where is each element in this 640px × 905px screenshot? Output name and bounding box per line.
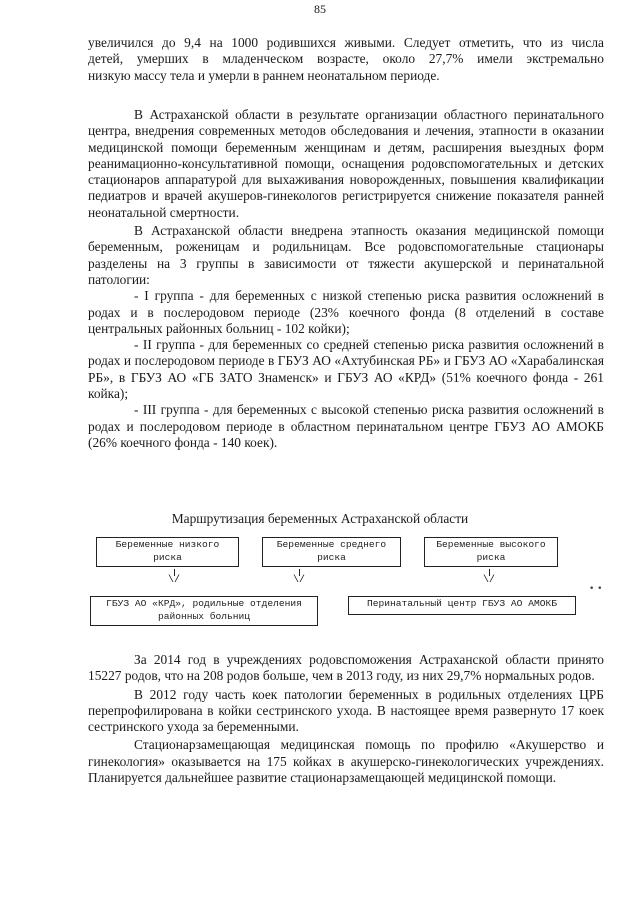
high-risk-line-1: Беременные высокого [436,539,546,550]
paragraph-staging: В Астраханской области внедрена этапность оказания медицинской помощи беременным, роженицам и родильницам. Все родовспомогательные стационары разделены на 3 группы в зависимости от тяжести акушерской и перинатальной патологии: [88,223,604,287]
body-lower [88,652,604,786]
paragraph-group-2: - II группа - для беременных со средней степенью риска развития осложнений в родах и послеродовом периоде в ГБУЗ АО «Ахтубинская РБ» и ГБУЗ АО «Харабалинская РБ», в ГБУЗ АО «ГБ ЗАТО Знаменск» и ГБУЗ АО «КРД» (51% коечного фонда - 261 койка); [88,337,604,402]
diagram-title: Маршрутизация беременных Астраханской области [171,511,469,526]
intro-line-3: низкую массу тела и умерли в раннем неонатальном периоде. [88,67,440,83]
dest-crd-box [90,596,318,626]
mid-risk-line-2: риска [317,551,346,563]
paragraph-births-2014: За 2014 год в учреждениях родовспоможения Астраханской области принято 15227 родов, что на 208 родов больше, чем в 2013 году, из них 29,7% нормальных родов. [88,652,604,684]
paragraph-nursing-beds: В 2012 году часть коек патологии беременных в родильных отделениях ЦРБ перепрофилирована в койки сестринского ухода. В настоящее время развернуто 17 коек сестринского ухода за беременными. [88,686,604,735]
intro-line-1: увеличился до 9,4 на 1000 родившихся живыми. Следует отметить, что из числа [88,35,604,50]
paragraph-group-1: - I группа - для беременных с низкой степенью риска развития осложнений в родах и в послеродовом периоде (23% коечного фонда (8 отделений в составе центральных районных больниц - 102 койки); [88,288,604,336]
arrow-down-low: \/ [168,575,181,586]
arrow-down-mid: \/ [293,575,306,586]
mid-risk-line-1: Беременные среднего [276,539,387,550]
high-risk-box [424,537,558,567]
mid-risk-box [262,537,401,567]
dest-crd-line-2: районных больниц [157,610,251,622]
dest-crd-line-1: ГБУЗ АО «КРД», родильные отделения [106,598,302,609]
intro-text [88,35,604,84]
intro-line-2: детей, умерших в младенческом возрасте, около 27,7% имели экстремально [88,51,604,67]
high-risk-line-2: риска [476,551,506,563]
low-risk-line-1: Беременные низкого [115,539,220,550]
arrow-down-high: \/ [483,575,496,586]
paragraph-day-care: Стационарзамещающая медицинская помощь по профилю «Акушерство и гинекология» оказывается на 175 койках в акушерско-гинекологических учреждениях. Планируется дальнейшее развитие стационарзамещающей медицинской помощи. [88,737,604,786]
body-upper [88,107,604,451]
paragraph-group-3: - III группа - для беременных с высокой степенью риска развития осложнений в родах и послеродовом периоде в областном перинатальном центре ГБУЗ АО АМОКБ (26% коечного фонда - 140 коек). [88,402,604,450]
dest-perinatal-box [348,596,576,615]
dest-perinatal-label: Перинатальный центр ГБУЗ АО АМОКБ [367,598,557,609]
scan-mark: • • [589,584,603,594]
low-risk-box [96,537,239,567]
paragraph-perinatal-center: В Астраханской области в результате организации областного перинатального центра, внедрения современных методов обследования и лечения, этапности в оказании медицинской помощи беременным женщинам и детям, расширения выездных форм реанимационно-консультативной помощи, оснащения родовспомогательных и детских стационаров аппаратурой для выхаживания новорожденных, повышения квалификации педиатров и врачей акушеров-гинекологов регистрируется снижение показателя ранней неонатальной смертности. [88,107,604,220]
page-number: 85 [314,2,326,16]
low-risk-line-2: риска [153,551,182,563]
